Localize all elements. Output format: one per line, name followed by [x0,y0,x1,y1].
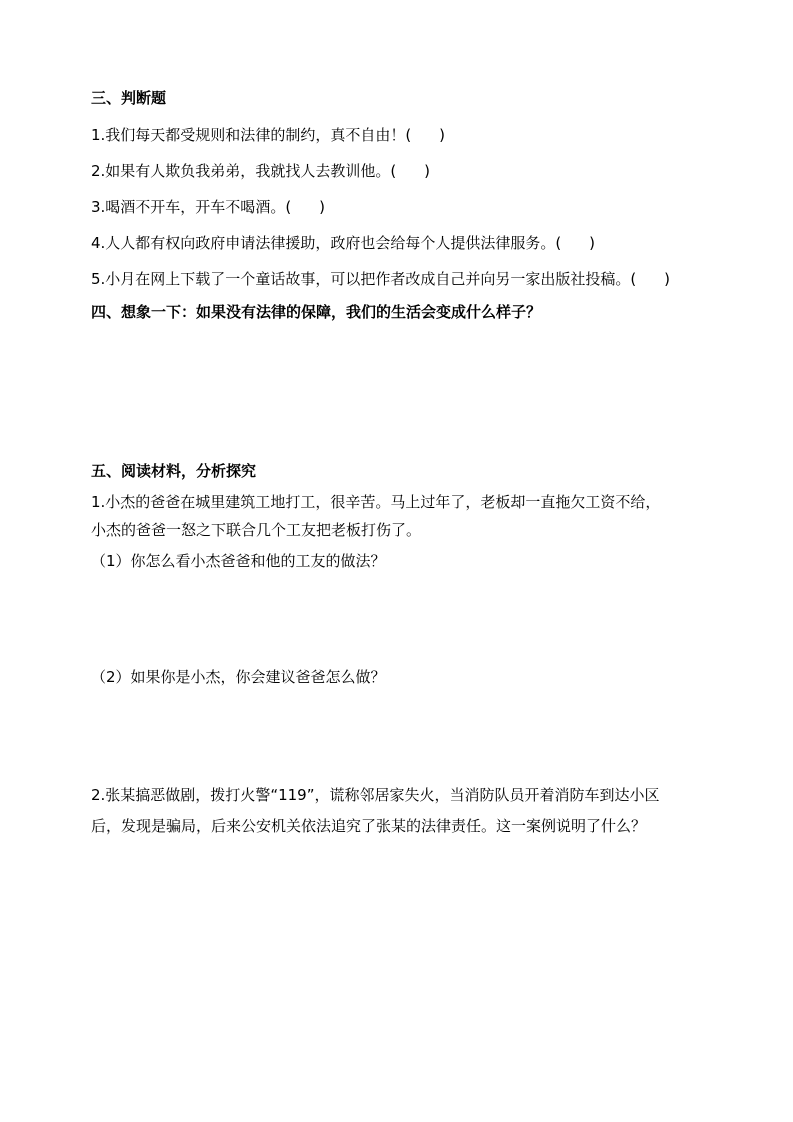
judgment-item-3 [91,197,325,217]
material1-question2: （2）如果你是小杰，你会建议爸爸怎么做？ [91,668,386,686]
judgment-item-4 [91,233,595,253]
judgment-item-4-text: 4.人人都有权向政府申请法律援助，政府也会给每个人提供法律服务。( [91,234,562,252]
section4-title: 四、想象一下：如果没有法律的保障，我们的生活会变成什么样子？ [91,303,542,321]
judgment-item-3-close: ) [319,198,326,216]
material1-question1: （1）你怎么看小杰爸爸和他的工友的做法？ [91,552,386,570]
judgment-item-3-text: 3.喝酒不开车，开车不喝酒。( [91,198,292,216]
judgment-item-2 [91,161,430,181]
judgment-item-2-close: ) [424,162,431,180]
judgment-item-5 [91,269,670,289]
judgment-item-1 [91,125,445,145]
section5-title: 五、阅读材料，分析探究 [91,462,257,480]
material2-line2: 后，发现是骗局，后来公安机关依法追究了张某的法律责任。这一案例说明了什么？ [91,817,647,835]
judgment-item-4-close: ) [589,234,596,252]
judgment-item-1-close: ) [439,126,446,144]
judgment-item-5-text: 5.小月在网上下载了一个童话故事，可以把作者改成自己并向另一家出版社投稿。( [91,270,637,288]
judgment-item-2-text: 2.如果有人欺负我弟弟，我就找人去教训他。( [91,162,397,180]
material2-line1: 2.张某搞恶做剧，拨打火警“119”，谎称邻居家失火，当消防队员开着消防车到达小区 [91,786,660,804]
material1-line2: 小杰的爸爸一怒之下联合几个工友把老板打伤了。 [91,521,422,539]
material1-line1: 1.小杰的爸爸在城里建筑工地打工，很辛苦。马上过年了，老板却一直拖欠工资不给， [91,493,661,511]
section3-title: 三、判断题 [91,89,167,107]
judgment-item-1-text: 1.我们每天都受规则和法律的制约，真不自由！( [91,126,412,144]
judgment-item-5-close: ) [664,270,671,288]
